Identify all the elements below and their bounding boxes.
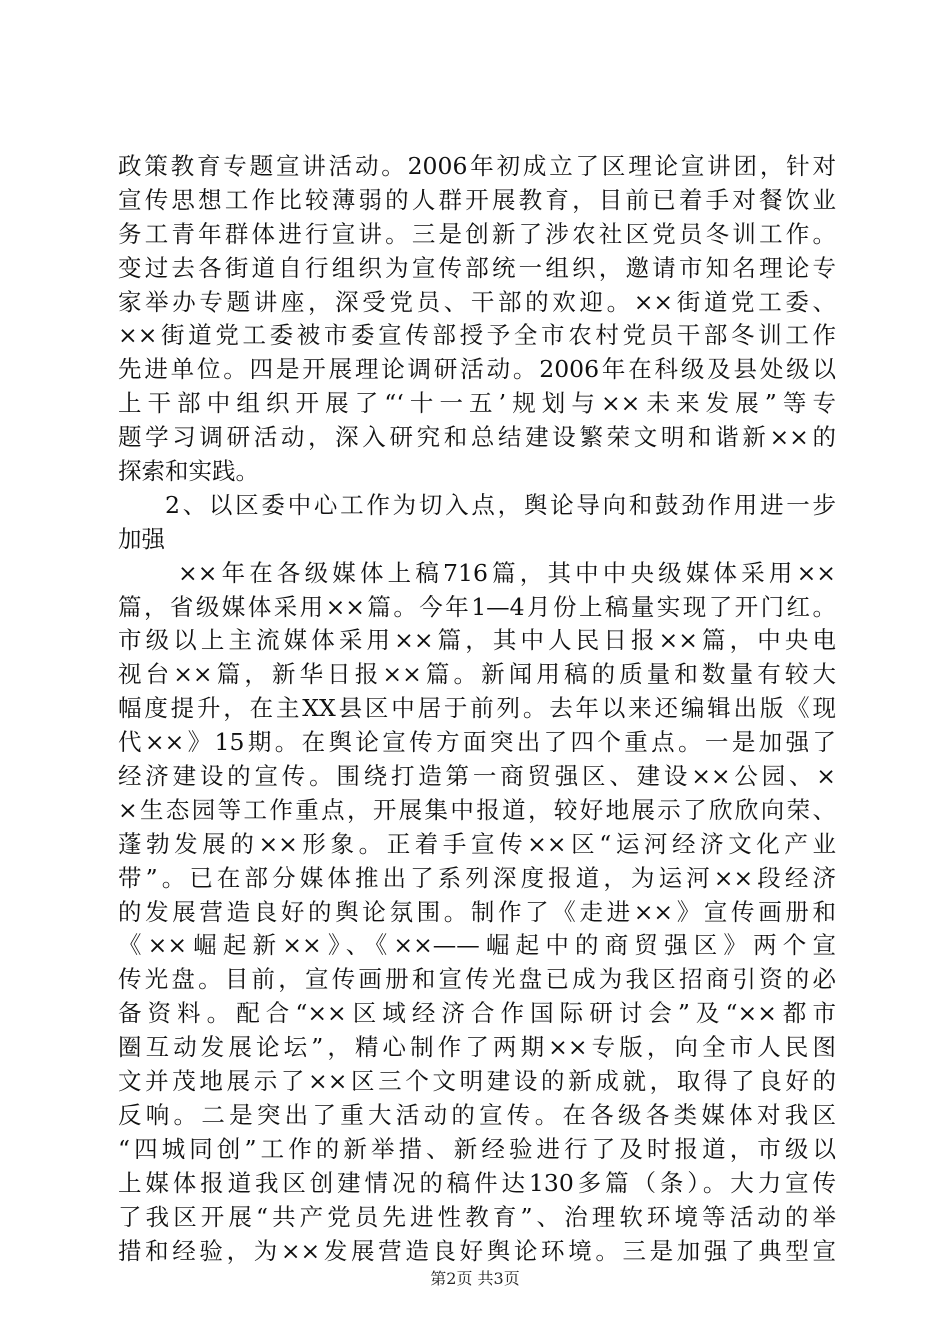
text-line: 家举办专题讲座，深受党员、干部的欢迎。××街道党工委、 [118, 287, 836, 316]
text-line: “四城同创”工作的新举措、新经验进行了及时报道，市级以 [118, 1134, 836, 1163]
text-line: 文并茂地展示了××区三个文明建设的新成就，取得了良好的 [118, 1067, 836, 1096]
text-line: ××年在各级媒体上稿716篇，其中中央级媒体采用×× [178, 558, 836, 587]
text-line: 宣传思想工作比较薄弱的人群开展教育，目前已着手对餐饮业 [118, 185, 836, 214]
text-line: 探索和实践。 [118, 457, 259, 486]
text-line: 措和经验，为××发展营造良好舆论环境。三是加强了典型宣 [118, 1236, 836, 1265]
text-line: 上干部中组织开展了“‘十一五’规划与××未来发展”等专 [118, 389, 836, 418]
document-body [118, 150, 836, 1268]
text-line: 市级以上主流媒体采用××篇，其中人民日报××篇，中央电 [118, 626, 836, 655]
section-heading-line: 2、以区委中心工作为切入点，舆论导向和鼓劲作用进一步 [165, 490, 836, 519]
text-line: 备资料。配合“××区域经济合作国际研讨会”及“××都市 [118, 999, 836, 1028]
text-line: 幅度提升，在主XX县区中居于前列。去年以来还编辑出版《现 [118, 694, 836, 723]
text-line: 《××崛起新××》、《××——崛起中的商贸强区》两个宣 [118, 931, 836, 960]
text-line: 了我区开展“共产党员先进性教育”、治理软环境等活动的举 [118, 1202, 836, 1231]
text-line: 题学习调研活动，深入研究和总结建设繁荣文明和谐新××的 [118, 423, 836, 452]
text-line: 带”。已在部分媒体推出了系列深度报道，为运河××段经济 [118, 863, 836, 892]
text-line: 变过去各街道自行组织为宣传部统一组织，邀请市知名理论专 [118, 253, 836, 282]
page-number-footer: 第2页 共3页 [430, 1269, 520, 1288]
text-line: 蓬勃发展的××形象。正着手宣传××区“运河经济文化产业 [118, 829, 836, 858]
text-line: 传光盘。目前，宣传画册和宣传光盘已成为我区招商引资的必 [118, 965, 836, 994]
section-heading-line: 加强 [118, 524, 165, 553]
text-line: 政策教育专题宣讲活动。2006年初成立了区理论宣讲团，针对 [118, 152, 836, 180]
text-line: 上媒体报道我区创建情况的稿件达130多篇（条）。大力宣传 [118, 1168, 836, 1197]
text-line: 的发展营造良好的舆论氛围。制作了《走进××》宣传画册和 [118, 897, 836, 926]
text-line: 先进单位。四是开展理论调研活动。2006年在科级及县处级以 [118, 355, 836, 384]
text-line: ×生态园等工作重点，开展集中报道，较好地展示了欣欣向荣、 [118, 795, 836, 824]
text-line: 务工青年群体进行宣讲。三是创新了涉农社区党员冬训工作。 [118, 219, 836, 248]
text-line: 圈互动发展论坛”，精心制作了两期××专版，向全市人民图 [118, 1033, 836, 1062]
text-line: 视台××篇，新华日报××篇。新闻用稿的质量和数量有较大 [118, 660, 836, 689]
text-line: 代××》15期。在舆论宣传方面突出了四个重点。一是加强了 [118, 728, 836, 757]
text-line: 篇，省级媒体采用××篇。今年1—4月份上稿量实现了开门红。 [118, 592, 836, 621]
text-line: 经济建设的宣传。围绕打造第一商贸强区、建设××公园、× [118, 762, 836, 791]
text-line: ××街道党工委被市委宣传部授予全市农村党员干部冬训工作 [118, 321, 836, 350]
text-line: 反响。二是突出了重大活动的宣传。在各级各类媒体对我区 [118, 1100, 836, 1129]
